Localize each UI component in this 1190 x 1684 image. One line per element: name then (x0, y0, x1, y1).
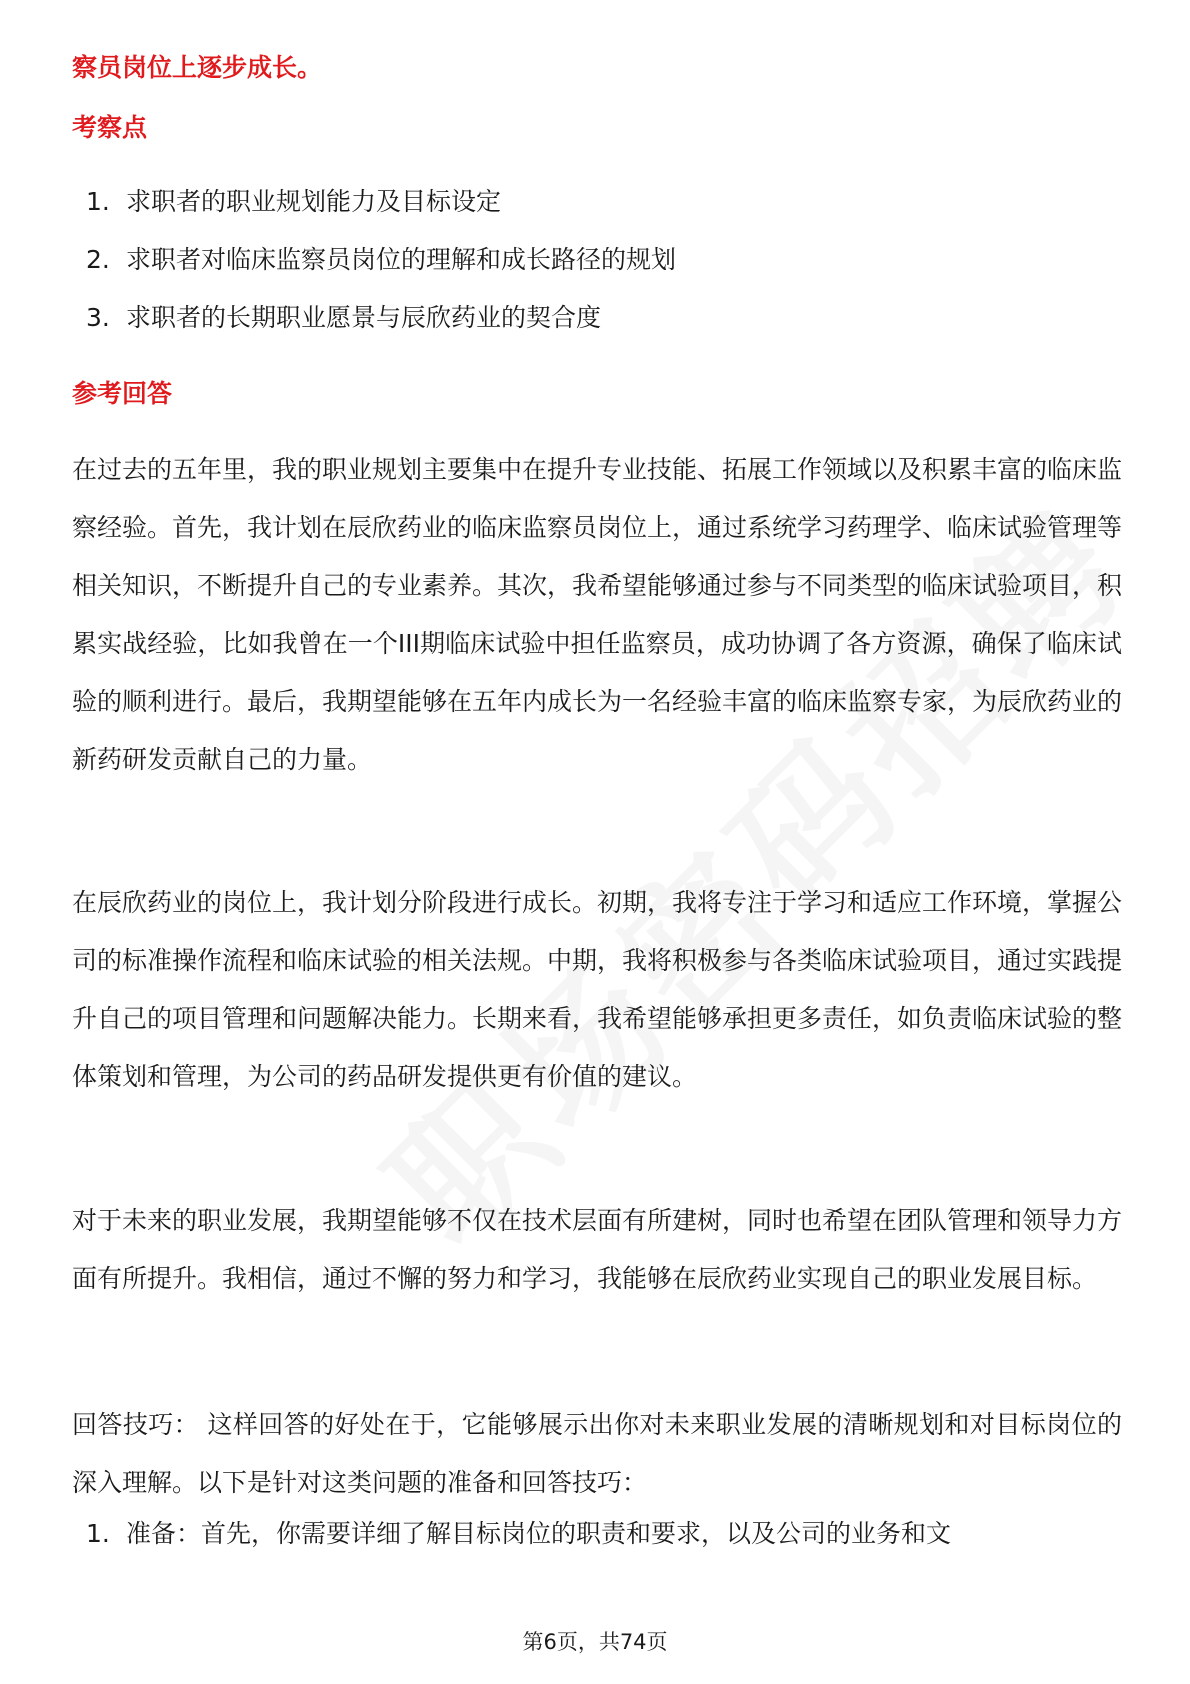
list-item-text: 求职者对临床监察员岗位的理解和成长路径的规划 (126, 245, 677, 274)
section-heading-points: 考察点 (72, 113, 148, 142)
page-footer: 第6页，共74页 (522, 1630, 668, 1654)
tips-list (86, 1514, 951, 1572)
answer-paragraph-2: 在辰欣药业的岗位上，我计划分阶段进行成长。初期，我将专注于学习和适应工作环境，掌握公司的标准操作流程和临床试验的相关法规。中期，我将积极参与各类临床试验项目，通过实践提升自己的项目管理和问题解决能力。长期来看，我希望能够承担更多责任，如负责临床试验的整体策划和管理，为公司的药品研发提供更有价值的建议。 (72, 888, 1123, 1091)
tips-intro-paragraph: 回答技巧： 这样回答的好处在于，它能够展示出你对未来职业发展的清晰规划和对目标岗位的深入理解。以下是针对这类问题的准备和回答技巧： (72, 1410, 1122, 1497)
answer-paragraph-3: 对于未来的职业发展，我期望能够不仅在技术层面有所建树，同时也希望在团队管理和领导力方面有所提升。我相信，通过不懈的努力和学习，我能够在辰欣药业实现自己的职业发展目标。 (72, 1206, 1123, 1293)
list-item (86, 182, 676, 240)
list-item-text: 准备：首先，你需要详细了解目标岗位的职责和要求，以及公司的业务和文 (126, 1519, 952, 1548)
list-item (86, 1514, 951, 1572)
list-item-text: 求职者的职业规划能力及目标设定 (126, 187, 502, 216)
points-list (86, 182, 676, 356)
list-number: 3. (86, 303, 110, 332)
list-number: 1. (86, 1519, 110, 1548)
list-item-text: 求职者的长期职业愿景与辰欣药业的契合度 (126, 303, 602, 332)
answer-paragraph-1: 在过去的五年里，我的职业规划主要集中在提升专业技能、拓展工作领域以及积累丰富的临床监察经验。首先，我计划在辰欣药业的临床监察员岗位上，通过系统学习药理学、临床试验管理等相关知识，不断提升自己的专业素养。其次，我希望能够通过参与不同类型的临床试验项目，积累实战经验，比如我曾在一个III期临床试验中担任监察员，成功协调了各方资源，确保了临床试验的顺利进行。最后，我期望能够在五年内成长为一名经验丰富的临床监察专家，为辰欣药业的新药研发贡献自己的力量。 (72, 455, 1123, 774)
list-item (86, 240, 676, 298)
list-item (86, 298, 676, 356)
list-number: 2. (86, 245, 110, 274)
continuation-text: 察员岗位上逐步成长。 (72, 53, 323, 82)
section-heading-answer: 参考回答 (72, 379, 173, 408)
list-number: 1. (86, 187, 110, 216)
